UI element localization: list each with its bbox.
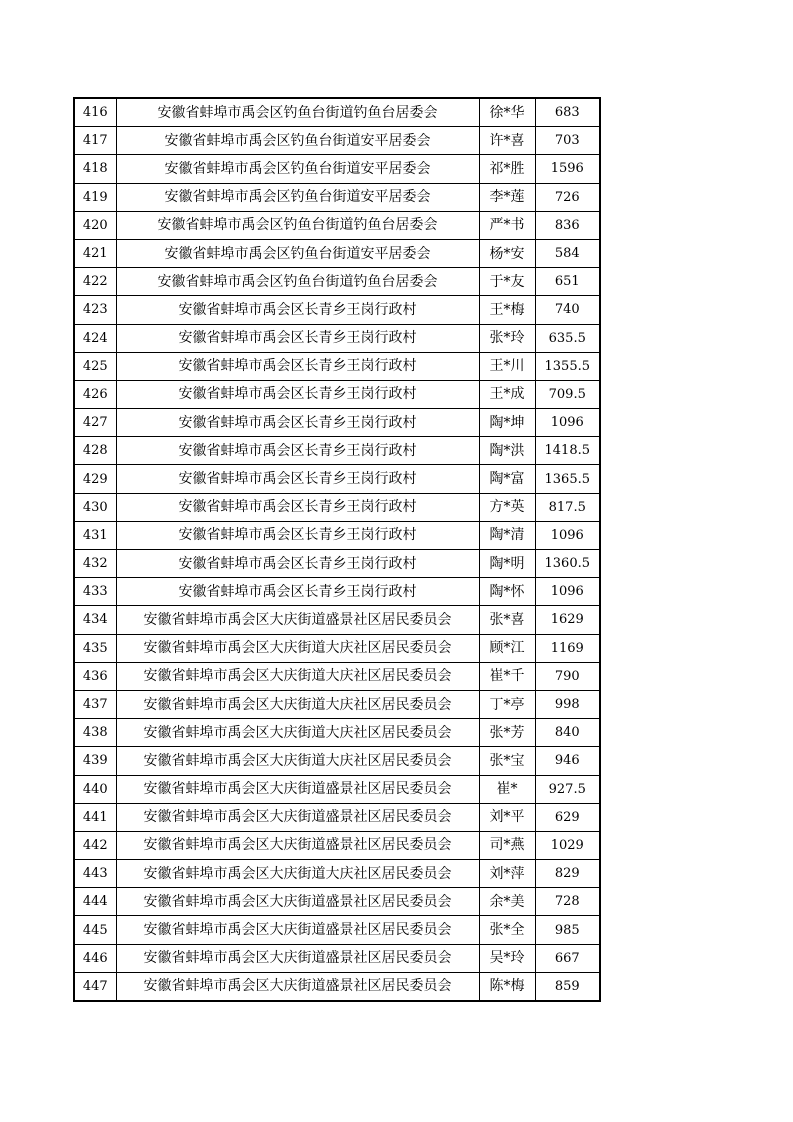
amount-cell: 709.5 — [535, 380, 600, 408]
row-index-cell: 437 — [74, 690, 116, 718]
table-row — [74, 747, 600, 775]
table-row — [74, 662, 600, 690]
table-row — [74, 860, 600, 888]
name-cell: 于*友 — [479, 268, 535, 296]
row-index-cell: 439 — [74, 747, 116, 775]
amount-cell: 629 — [535, 803, 600, 831]
amount-cell: 817.5 — [535, 493, 600, 521]
amount-cell: 728 — [535, 888, 600, 916]
address-cell: 安徽省蚌埠市禹会区大庆街道大庆社区居民委员会 — [116, 719, 479, 747]
address-cell: 安徽省蚌埠市禹会区大庆街道盛景社区居民委员会 — [116, 944, 479, 972]
address-cell: 安徽省蚌埠市禹会区长青乡王岗行政村 — [116, 296, 479, 324]
amount-cell: 1596 — [535, 155, 600, 183]
amount-cell: 1169 — [535, 634, 600, 662]
name-cell: 陶*怀 — [479, 578, 535, 606]
row-index-cell: 423 — [74, 296, 116, 324]
amount-cell: 998 — [535, 690, 600, 718]
table-row — [74, 211, 600, 239]
name-cell: 许*喜 — [479, 127, 535, 155]
name-cell: 张*宝 — [479, 747, 535, 775]
table-row — [74, 803, 600, 831]
amount-cell: 740 — [535, 296, 600, 324]
row-index-cell: 426 — [74, 380, 116, 408]
name-cell: 丁*亭 — [479, 690, 535, 718]
amount-cell: 1096 — [535, 521, 600, 549]
address-cell: 安徽省蚌埠市禹会区钓鱼台街道钓鱼台居委会 — [116, 268, 479, 296]
table-row — [74, 239, 600, 267]
amount-cell: 859 — [535, 972, 600, 1001]
table-body — [74, 98, 600, 1001]
address-cell: 安徽省蚌埠市禹会区大庆街道盛景社区居民委员会 — [116, 972, 479, 1001]
table-row — [74, 578, 600, 606]
address-cell: 安徽省蚌埠市禹会区长青乡王岗行政村 — [116, 550, 479, 578]
name-cell: 刘*萍 — [479, 860, 535, 888]
amount-cell: 651 — [535, 268, 600, 296]
table-row — [74, 493, 600, 521]
row-index-cell: 422 — [74, 268, 116, 296]
row-index-cell: 416 — [74, 98, 116, 127]
address-cell: 安徽省蚌埠市禹会区大庆街道大庆社区居民委员会 — [116, 634, 479, 662]
row-index-cell: 430 — [74, 493, 116, 521]
address-cell: 安徽省蚌埠市禹会区钓鱼台街道钓鱼台居委会 — [116, 211, 479, 239]
name-cell: 徐*华 — [479, 98, 535, 127]
table-row — [74, 409, 600, 437]
name-cell: 王*川 — [479, 352, 535, 380]
row-index-cell: 442 — [74, 831, 116, 859]
name-cell: 李*莲 — [479, 183, 535, 211]
amount-cell: 1360.5 — [535, 550, 600, 578]
table-row — [74, 324, 600, 352]
table-row — [74, 916, 600, 944]
table-row — [74, 268, 600, 296]
row-index-cell: 421 — [74, 239, 116, 267]
amount-cell: 840 — [535, 719, 600, 747]
amount-cell: 635.5 — [535, 324, 600, 352]
amount-cell: 946 — [535, 747, 600, 775]
name-cell: 司*燕 — [479, 831, 535, 859]
row-index-cell: 419 — [74, 183, 116, 211]
address-cell: 安徽省蚌埠市禹会区长青乡王岗行政村 — [116, 409, 479, 437]
row-index-cell: 441 — [74, 803, 116, 831]
name-cell: 崔* — [479, 775, 535, 803]
amount-cell: 1629 — [535, 606, 600, 634]
address-cell: 安徽省蚌埠市禹会区钓鱼台街道安平居委会 — [116, 127, 479, 155]
name-cell: 张*全 — [479, 916, 535, 944]
row-index-cell: 435 — [74, 634, 116, 662]
table-row — [74, 775, 600, 803]
row-index-cell: 432 — [74, 550, 116, 578]
amount-cell: 726 — [535, 183, 600, 211]
name-cell: 陶*富 — [479, 465, 535, 493]
row-index-cell: 446 — [74, 944, 116, 972]
data-table — [73, 97, 601, 1002]
address-cell: 安徽省蚌埠市禹会区长青乡王岗行政村 — [116, 493, 479, 521]
address-cell: 安徽省蚌埠市禹会区大庆街道大庆社区居民委员会 — [116, 747, 479, 775]
amount-cell: 790 — [535, 662, 600, 690]
name-cell: 崔*千 — [479, 662, 535, 690]
row-index-cell: 428 — [74, 437, 116, 465]
address-cell: 安徽省蚌埠市禹会区钓鱼台街道钓鱼台居委会 — [116, 98, 479, 127]
row-index-cell: 431 — [74, 521, 116, 549]
table-row — [74, 465, 600, 493]
address-cell: 安徽省蚌埠市禹会区大庆街道大庆社区居民委员会 — [116, 662, 479, 690]
address-cell: 安徽省蚌埠市禹会区大庆街道盛景社区居民委员会 — [116, 831, 479, 859]
address-cell: 安徽省蚌埠市禹会区大庆街道盛景社区居民委员会 — [116, 606, 479, 634]
row-index-cell: 440 — [74, 775, 116, 803]
amount-cell: 1096 — [535, 409, 600, 437]
name-cell: 陶*洪 — [479, 437, 535, 465]
row-index-cell: 417 — [74, 127, 116, 155]
address-cell: 安徽省蚌埠市禹会区长青乡王岗行政村 — [116, 380, 479, 408]
address-cell: 安徽省蚌埠市禹会区长青乡王岗行政村 — [116, 324, 479, 352]
table-row — [74, 437, 600, 465]
table-row — [74, 183, 600, 211]
table-row — [74, 127, 600, 155]
table-row — [74, 634, 600, 662]
name-cell: 张*喜 — [479, 606, 535, 634]
row-index-cell: 445 — [74, 916, 116, 944]
amount-cell: 829 — [535, 860, 600, 888]
table-row — [74, 380, 600, 408]
address-cell: 安徽省蚌埠市禹会区大庆街道大庆社区居民委员会 — [116, 860, 479, 888]
address-cell: 安徽省蚌埠市禹会区大庆街道盛景社区居民委员会 — [116, 775, 479, 803]
address-cell: 安徽省蚌埠市禹会区大庆街道盛景社区居民委员会 — [116, 803, 479, 831]
row-index-cell: 433 — [74, 578, 116, 606]
name-cell: 陈*梅 — [479, 972, 535, 1001]
address-cell: 安徽省蚌埠市禹会区长青乡王岗行政村 — [116, 578, 479, 606]
row-index-cell: 447 — [74, 972, 116, 1001]
name-cell: 严*书 — [479, 211, 535, 239]
row-index-cell: 436 — [74, 662, 116, 690]
name-cell: 王*梅 — [479, 296, 535, 324]
amount-cell: 703 — [535, 127, 600, 155]
amount-cell: 667 — [535, 944, 600, 972]
amount-cell: 1029 — [535, 831, 600, 859]
amount-cell: 927.5 — [535, 775, 600, 803]
table-row — [74, 352, 600, 380]
name-cell: 顾*江 — [479, 634, 535, 662]
address-cell: 安徽省蚌埠市禹会区长青乡王岗行政村 — [116, 521, 479, 549]
row-index-cell: 418 — [74, 155, 116, 183]
name-cell: 张*芳 — [479, 719, 535, 747]
name-cell: 王*成 — [479, 380, 535, 408]
amount-cell: 1355.5 — [535, 352, 600, 380]
row-index-cell: 429 — [74, 465, 116, 493]
row-index-cell: 438 — [74, 719, 116, 747]
table-row — [74, 888, 600, 916]
address-cell: 安徽省蚌埠市禹会区钓鱼台街道安平居委会 — [116, 155, 479, 183]
table-row — [74, 944, 600, 972]
name-cell: 余*美 — [479, 888, 535, 916]
table-row — [74, 521, 600, 549]
address-cell: 安徽省蚌埠市禹会区大庆街道盛景社区居民委员会 — [116, 888, 479, 916]
table-row — [74, 690, 600, 718]
name-cell: 陶*坤 — [479, 409, 535, 437]
table-row — [74, 719, 600, 747]
table-row — [74, 296, 600, 324]
row-index-cell: 424 — [74, 324, 116, 352]
row-index-cell: 444 — [74, 888, 116, 916]
table-row — [74, 98, 600, 127]
row-index-cell: 427 — [74, 409, 116, 437]
amount-cell: 1096 — [535, 578, 600, 606]
address-cell: 安徽省蚌埠市禹会区钓鱼台街道安平居委会 — [116, 183, 479, 211]
table-row — [74, 155, 600, 183]
name-cell: 吴*玲 — [479, 944, 535, 972]
table-row — [74, 606, 600, 634]
amount-cell: 985 — [535, 916, 600, 944]
amount-cell: 1418.5 — [535, 437, 600, 465]
address-cell: 安徽省蚌埠市禹会区大庆街道大庆社区居民委员会 — [116, 690, 479, 718]
name-cell: 陶*明 — [479, 550, 535, 578]
amount-cell: 1365.5 — [535, 465, 600, 493]
amount-cell: 683 — [535, 98, 600, 127]
table-row — [74, 831, 600, 859]
row-index-cell: 420 — [74, 211, 116, 239]
name-cell: 方*英 — [479, 493, 535, 521]
row-index-cell: 434 — [74, 606, 116, 634]
table-row — [74, 972, 600, 1001]
amount-cell: 836 — [535, 211, 600, 239]
row-index-cell: 443 — [74, 860, 116, 888]
address-cell: 安徽省蚌埠市禹会区长青乡王岗行政村 — [116, 437, 479, 465]
address-cell: 安徽省蚌埠市禹会区钓鱼台街道安平居委会 — [116, 239, 479, 267]
name-cell: 陶*清 — [479, 521, 535, 549]
name-cell: 祁*胜 — [479, 155, 535, 183]
address-cell: 安徽省蚌埠市禹会区长青乡王岗行政村 — [116, 352, 479, 380]
address-cell: 安徽省蚌埠市禹会区大庆街道盛景社区居民委员会 — [116, 916, 479, 944]
address-cell: 安徽省蚌埠市禹会区长青乡王岗行政村 — [116, 465, 479, 493]
row-index-cell: 425 — [74, 352, 116, 380]
amount-cell: 584 — [535, 239, 600, 267]
name-cell: 张*玲 — [479, 324, 535, 352]
name-cell: 刘*平 — [479, 803, 535, 831]
table-row — [74, 550, 600, 578]
name-cell: 杨*安 — [479, 239, 535, 267]
